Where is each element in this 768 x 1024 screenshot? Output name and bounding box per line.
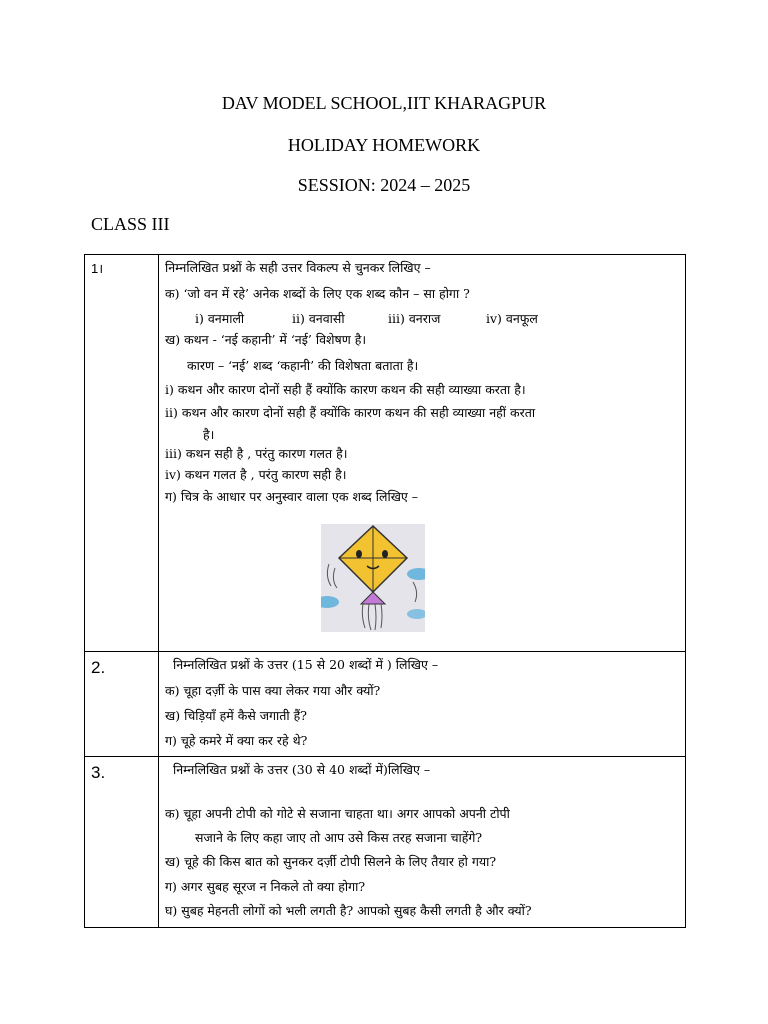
option: ii) कथन और कारण दोनों सही हैं क्योंकि कारण कथन की सही व्याख्या नहीं करता	[165, 405, 536, 420]
option: iv) कथन गलत है , परंतु कारण सही है।	[165, 467, 347, 482]
question: ख) चिड़ियाँ हमें कैसे जगाती हैं?	[165, 708, 307, 723]
homework-table	[84, 254, 686, 928]
question-row-1	[85, 255, 686, 652]
document-title: HOLIDAY HOMEWORK	[287, 135, 481, 155]
question-row-3	[85, 757, 686, 928]
session-label: SESSION: 2024 – 2025	[297, 175, 471, 195]
q2-instruction: निम्नलिखित प्रश्नों के उत्तर (15 से 20 शब्दों में ) लिखिए –	[173, 657, 439, 672]
option-continuation: है।	[203, 427, 215, 442]
class-label: CLASS III	[91, 214, 170, 234]
question-cell	[159, 652, 686, 757]
question: क) चूहा अपनी टोपी को गोटे से सजाना चाहता था। अगर आपको अपनी टोपी	[165, 806, 510, 821]
kite-icon	[321, 524, 425, 632]
option: iv) वनफूल	[486, 311, 538, 326]
school-name: DAV MODEL SCHOOL,IIT KHARAGPUR	[221, 93, 547, 113]
kite-picture	[321, 524, 425, 632]
option: iii) कथन सही है , परंतु कारण गलत है।	[165, 446, 348, 461]
question: घ) सुबह मेहनती लोगों को भली लगती है? आपको सुबह कैसी लगती है और क्यों?	[165, 903, 532, 918]
question-number: 3.	[91, 763, 106, 782]
option: iii) वनराज	[388, 311, 441, 326]
q1-c-question: ग) चित्र के आधार पर अनुस्वार वाला एक शब्द लिखिए –	[165, 489, 419, 504]
question-row-2	[85, 652, 686, 757]
option: i) कथन और कारण दोनों सही हैं क्योंकि कारण कथन की सही व्याख्या करता है।	[165, 382, 526, 397]
question: क) चूहा दर्ज़ी के पास क्या लेकर गया और क्यों?	[165, 683, 381, 698]
option: i) वनमाली	[195, 311, 245, 326]
question: ख) चूहे की किस बात को सुनकर दर्ज़ी टोपी सिलने के लिए तैयार हो गया?	[165, 854, 497, 869]
q1-instruction: निम्नलिखित प्रश्नों के सही उत्तर विकल्प से चुनकर लिखिए –	[165, 260, 431, 275]
question-cell	[159, 757, 686, 928]
question-number: 1।	[91, 261, 104, 276]
q1-a-question: क) ‘जो वन में रहे’ अनेक शब्दों के लिए एक शब्द कौन – सा होगा ?	[165, 286, 470, 301]
question: ग) चूहे कमरे में क्या कर रहे थे?	[165, 733, 308, 748]
option: ii) वनवासी	[292, 311, 345, 326]
question-cell	[159, 255, 686, 652]
q1-b-reason: कारण – ‘नई’ शब्द ‘कहानी’ की विशेषता बताता है।	[187, 358, 419, 373]
q1-b-statement: ख) कथन - ‘नई कहानी’ में ‘नई’ विशेषण है।	[165, 332, 367, 347]
question-number: 2.	[91, 658, 106, 677]
q3-instruction: निम्नलिखित प्रश्नों के उत्तर (30 से 40 शब्दों में)लिखिए –	[173, 762, 431, 777]
question: ग) अगर सुबह सूरज न निकले तो क्या होगा?	[165, 879, 366, 894]
question-continuation: सजाने के लिए कहा जाए तो आप उसे किस तरह सजाना चाहेंगे?	[195, 830, 483, 845]
